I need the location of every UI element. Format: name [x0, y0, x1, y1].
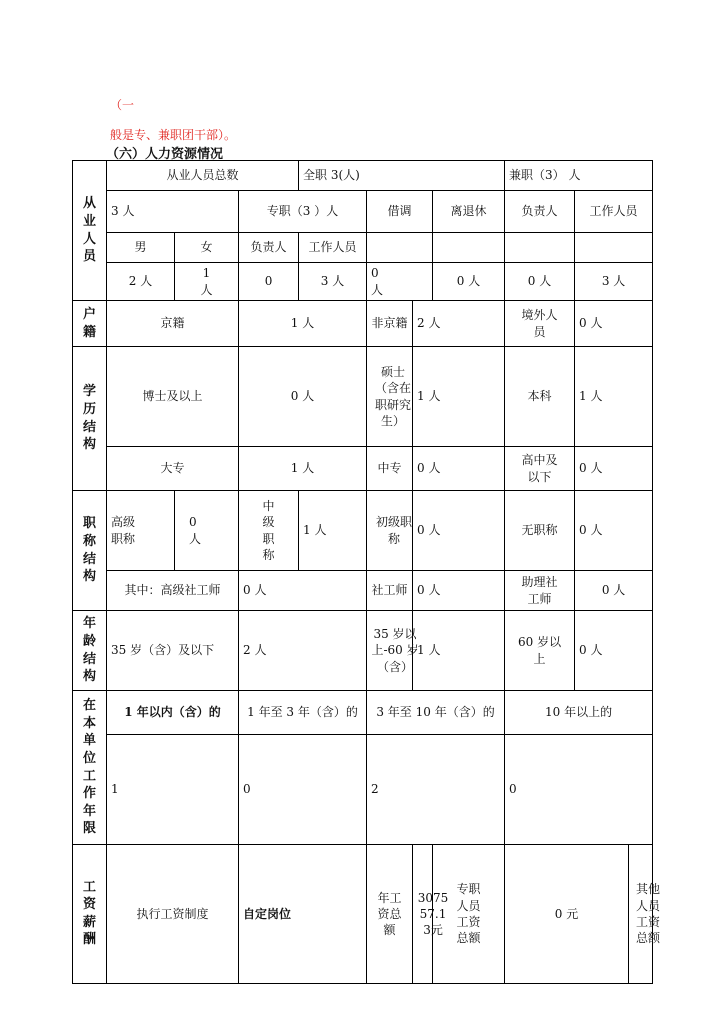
age-over60-label: 60 岁以上 — [505, 611, 575, 691]
staff-worker-value: 3 人 — [299, 263, 367, 301]
title-none-value: 0 人 — [575, 491, 653, 571]
staff-parttime-label: 兼职（3） 人 — [505, 161, 653, 191]
staff-empty-1 — [367, 233, 433, 263]
staff-empty-4 — [575, 233, 653, 263]
note-line-1: （一 — [110, 98, 135, 112]
staff-worker-value-2: 3 人 — [575, 263, 653, 301]
staff-responsible-value-2: 0 人 — [505, 263, 575, 301]
section-education: 学历结构 — [73, 347, 107, 491]
hukou-beijing-label: 京籍 — [107, 301, 239, 347]
staff-female-header: 女 — [175, 233, 239, 263]
edu-secondary-value: 0 人 — [413, 447, 505, 491]
tenure-col2-header: 1 年至 3 年（含）的 — [239, 691, 367, 735]
staff-male-value: 2 人 — [107, 263, 175, 301]
staff-empty-2 — [433, 233, 505, 263]
tenure-val3: 2 — [367, 735, 505, 845]
hr-table — [72, 160, 661, 984]
age-under35-label: 35 岁（含）及以下 — [107, 611, 239, 691]
title-senior-label: 高级职称 — [107, 491, 175, 571]
staff-retired-header: 离退休 — [433, 191, 505, 233]
salary-fulltime-value: 0 元 — [505, 845, 629, 984]
hukou-overseas-label: 境外人员 — [505, 301, 575, 347]
title-junior-label: 初级职称 — [367, 491, 413, 571]
edu-college-label: 大专 — [107, 447, 239, 491]
age-mid-label: 35 岁以上-60 岁（含） — [367, 611, 413, 691]
hukou-nonbeijing-label: 非京籍 — [367, 301, 413, 347]
title-middle-value: 1 人 — [299, 491, 367, 571]
salary-system-value: 自定岗位 — [239, 845, 367, 984]
tenure-val1: 1 — [107, 735, 239, 845]
hukou-overseas-value: 0 人 — [575, 301, 653, 347]
edu-college-value: 1 人 — [239, 447, 367, 491]
section-tenure: 在本单位工作年限 — [73, 691, 107, 845]
salary-system-label: 执行工资制度 — [107, 845, 239, 984]
edu-highschool-label: 高中及以下 — [505, 447, 575, 491]
salary-fulltime-label: 专职人员工资总额 — [433, 845, 505, 984]
staff-total-label: 从业人员总数 — [107, 161, 299, 191]
staff-responsible-value: 0 — [239, 263, 299, 301]
staff-seconded-value: 0 人 — [367, 263, 433, 301]
staff-empty-3 — [505, 233, 575, 263]
edu-bachelor-label: 本科 — [505, 347, 575, 447]
title-senior-value: 0 人 — [175, 491, 239, 571]
section-salary: 工资薪酬 — [73, 845, 107, 984]
note-line-2: 般是专、兼职团干部）。 — [110, 128, 237, 142]
title-senior-social-value: 0 人 — [239, 571, 367, 611]
edu-master-label: 硕士（含在职研究生） — [367, 347, 413, 447]
staff-retired-value: 0 人 — [433, 263, 505, 301]
title-none-label: 无职称 — [505, 491, 575, 571]
section-staff: 从业人员 — [73, 161, 107, 301]
title-assistant-social-label: 助理社工师 — [505, 571, 575, 611]
staff-count: 3 人 — [107, 191, 239, 233]
edu-phd-label: 博士及以上 — [107, 347, 239, 447]
title-assistant-social-value: 0 人 — [575, 571, 653, 611]
age-mid-value: 1 人 — [413, 611, 505, 691]
edu-highschool-value: 0 人 — [575, 447, 653, 491]
section-age: 年龄结构 — [73, 611, 107, 691]
tenure-val2: 0 — [239, 735, 367, 845]
salary-other-label: 其他人员工资总额 — [629, 845, 653, 984]
staff-worker-header: 工作人员 — [575, 191, 653, 233]
section-heading: （六）人力资源情况 — [106, 147, 224, 162]
title-senior-social-label: 其中：高级社工师 — [107, 571, 239, 611]
tenure-col4-header: 10 年以上的 — [505, 691, 653, 735]
staff-responsible-header: 负责人 — [505, 191, 575, 233]
tenure-val4: 0 — [505, 735, 653, 845]
tenure-col1-header: 1 年以内（含）的 — [107, 691, 239, 735]
tenure-col3-header: 3 年至 10 年（含）的 — [367, 691, 505, 735]
title-junior-value: 0 人 — [413, 491, 505, 571]
edu-bachelor-value: 1 人 — [575, 347, 653, 447]
salary-annual-label: 年工资总额 — [367, 845, 413, 984]
title-social-label: 社工师 — [367, 571, 413, 611]
title-middle-label: 中级职称 — [239, 491, 299, 571]
staff-fulltime-header: 专职（3 ）人 — [239, 191, 367, 233]
staff-seconded-header: 借调 — [367, 191, 433, 233]
staff-fulltime-label: 全职 3(人) — [299, 161, 505, 191]
age-under35-value: 2 人 — [239, 611, 367, 691]
hukou-beijing-value: 1 人 — [239, 301, 367, 347]
section-titles: 职称结构 — [73, 491, 107, 611]
staff-female-value: 1 人 — [175, 263, 239, 301]
edu-secondary-label: 中专 — [367, 447, 413, 491]
age-over60-value: 0 人 — [575, 611, 653, 691]
staff-male-header: 男 — [107, 233, 175, 263]
hukou-nonbeijing-value: 2 人 — [413, 301, 505, 347]
title-social-value: 0 人 — [413, 571, 505, 611]
edu-phd-value: 0 人 — [239, 347, 367, 447]
salary-annual-value: 307557.13元 — [413, 845, 433, 984]
staff-responsible-sub-header: 负责人 — [239, 233, 299, 263]
staff-worker-sub-header: 工作人员 — [299, 233, 367, 263]
section-hukou: 户籍 — [73, 301, 107, 347]
edu-master-value: 1 人 — [413, 347, 505, 447]
